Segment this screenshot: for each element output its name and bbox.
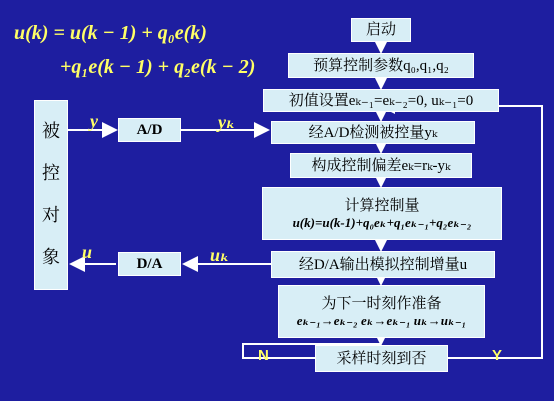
prepare-formula: eₖ₋₁→eₖ₋₂ eₖ→eₖ₋₁ uₖ→uₖ₋₁: [296, 312, 467, 328]
label-no: N: [258, 347, 269, 364]
plant-box: [34, 100, 68, 290]
equation-line-1: u(k) = u(k − 1) + q₀e(k): [14, 22, 207, 44]
ad-box: A/D: [118, 118, 181, 142]
error-box: 构成控制偏差eₖ=rₖ-yₖ: [290, 153, 472, 178]
prepare-box: [278, 285, 485, 338]
label-y: y: [90, 111, 98, 131]
label-u: u: [82, 242, 93, 262]
plant-char-4: 象: [42, 247, 60, 268]
compute-box: [262, 187, 502, 240]
compute-title: 计算控制量: [344, 197, 420, 214]
plant-char-2: 控: [42, 163, 60, 184]
label-yes: Y: [492, 347, 503, 364]
sample-box: 经A/D检测被控量yₖ: [271, 121, 475, 144]
da-box: D/A: [118, 252, 181, 276]
prepare-title: 为下一时刻作准备: [321, 295, 442, 312]
label-yk: yₖ: [218, 112, 236, 132]
precompute-box: 预算控制参数q₀,q₁,q₂: [288, 53, 474, 78]
plant-char-3: 对: [42, 205, 60, 226]
output-box: 经D/A输出模拟控制增量u: [271, 251, 495, 278]
start-box: 启动: [351, 18, 411, 42]
compute-formula: u(k)=u(k-1)+q₀eₖ+q₁eₖ₋₁+q₂eₖ₋₂: [292, 214, 472, 230]
label-uk: uₖ: [210, 245, 230, 265]
decision-box: 采样时刻到否: [315, 345, 448, 372]
init-box: 初值设置eₖ₋₁=eₖ₋₂=0, uₖ₋₁=0: [263, 89, 499, 112]
equation-line-2: +q₁e(k − 1) + q₂e(k − 2): [60, 56, 256, 78]
plant-char-1: 被: [42, 121, 60, 142]
